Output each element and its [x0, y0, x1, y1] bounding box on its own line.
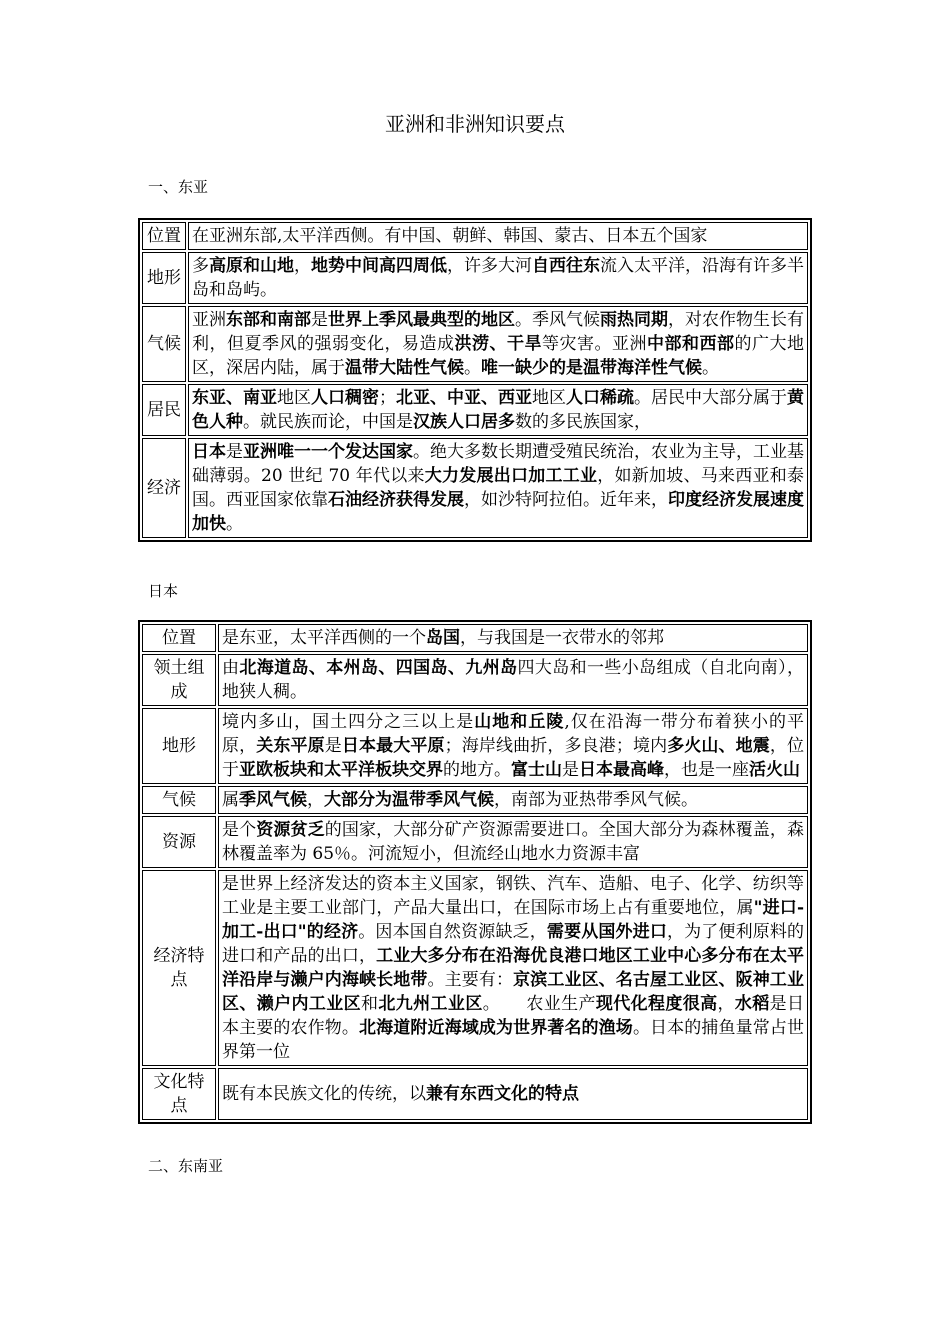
east-asia-row [142, 222, 808, 250]
emphasis-text: 关东平原 [256, 736, 325, 756]
body-text: 。日本的捕鱼量常占世界第一位 [222, 1018, 805, 1062]
emphasis-text: 现代化程度很高 [595, 994, 718, 1014]
row-label: 领土组成 [142, 654, 216, 706]
body-text: 等灾害。亚洲 [542, 334, 647, 354]
emphasis-text: 日本最高峰 [579, 760, 664, 780]
emphasis-text: 多火山、地震 [667, 736, 770, 756]
body-text: 数的多民族国家， [515, 412, 651, 432]
row-content [218, 1068, 808, 1120]
body-text: ，如沙特阿拉伯。近年来， [464, 490, 668, 510]
body-text: ， [294, 256, 311, 276]
body-text: ，南部为亚热带季风气候。 [494, 790, 698, 810]
east-asia-table [138, 218, 812, 542]
emphasis-text: 活火山 [749, 760, 800, 780]
japan-row [142, 870, 808, 1066]
body-text: ，对农作物生长有利，但夏季风的强弱变化，易造成 [192, 310, 804, 354]
body-text: 是日本主要的农作物。 [222, 994, 805, 1038]
body-text: 四大岛和一些小岛组成（自北向南），地狭人稠。 [222, 658, 805, 702]
emphasis-text: 人口稠密 [311, 388, 379, 408]
document-title: 亚洲和非洲知识要点 [385, 112, 565, 136]
row-content [218, 654, 808, 706]
emphasis-text: 高原和山地 [209, 256, 294, 276]
body-text: 的地方。 [443, 760, 511, 780]
emphasis-text: 北海道附近海域成为世界著名的渔场 [358, 1018, 633, 1038]
emphasis-text: 石油经济获得发展 [328, 490, 464, 510]
body-text: 。季风气候 [515, 310, 600, 330]
row-content [218, 786, 808, 814]
japan-row [142, 624, 808, 652]
body-text: 亚洲 [192, 310, 226, 330]
emphasis-text: 水稻 [734, 994, 770, 1014]
row-label: 地形 [142, 708, 216, 784]
body-text: 。因本国自然资源缺乏， [358, 922, 547, 942]
row-content [188, 252, 808, 304]
body-text: ，为了便利原料的进口和产品的出口， [222, 922, 805, 966]
emphasis-text: 北九州工业区 [378, 994, 483, 1014]
body-text: ， [717, 994, 735, 1014]
body-text: 是世界上经济发达的资本主义国家，钢铁、汽车、造船、电子、化学、纺织等工业是主要工业部门，产品大量出口，在国际市场上占有重要地位，属 [222, 874, 804, 918]
row-label: 气候 [142, 786, 216, 814]
body-text: 是 [226, 442, 243, 462]
emphasis-text: 洪涝、干旱 [454, 334, 542, 354]
japan-row [142, 654, 808, 706]
section-heading-east-asia: 一、东亚 [148, 178, 209, 196]
body-text: 。主要有： [427, 970, 514, 990]
body-text: 是 [562, 760, 579, 780]
body-text: 。 [226, 514, 243, 534]
body-text: 地区 [532, 388, 566, 408]
emphasis-text: 中部和西部 [647, 334, 735, 354]
body-text: 由 [222, 658, 240, 678]
body-text: 地区 [277, 388, 311, 408]
emphasis-text: 京滨工业区、名古屋工业区、阪神工业区、濑户内工业区 [222, 970, 805, 1014]
emphasis-text: 人口稀疏 [566, 388, 634, 408]
body-text: ；海岸线曲折，多良港；境内 [444, 736, 668, 756]
section-heading-japan: 日本 [148, 582, 179, 600]
japan-row [142, 708, 808, 784]
body-text: 是 [311, 310, 328, 330]
emphasis-text: 工业大多分布在沿海优良港口地区工业中心多分布在太平洋沿岸与濑户内海峡长地带 [222, 946, 805, 990]
row-content [218, 816, 808, 868]
body-text: 。 [464, 358, 481, 378]
emphasis-text: 需要从国外进口 [546, 922, 667, 942]
emphasis-text: 亚洲唯一一个发达国家 [243, 442, 413, 462]
emphasis-text: 世界上季风最典型的地区 [328, 310, 515, 330]
row-label: 居民 [142, 384, 186, 436]
body-text: 。 [702, 358, 719, 378]
east-asia-row [142, 252, 808, 304]
emphasis-text: 东亚、南亚 [192, 388, 277, 408]
body-text: ，与我国是一衣带水的邻邦 [460, 628, 664, 648]
row-content [218, 708, 808, 784]
body-text: 多 [192, 256, 209, 276]
body-text: 是 [324, 736, 342, 756]
body-text: ； [379, 388, 396, 408]
body-text: 是个 [222, 820, 257, 840]
body-text: ，如新加坡、马来西亚和泰国。西亚国家依靠 [192, 466, 805, 510]
body-text: 。绝大多数长期遭受殖民统治，农业为主导，工业基础薄弱。20 世纪 70 年代以来 [192, 442, 804, 486]
emphasis-text: 资源贫乏 [256, 820, 325, 840]
emphasis-text: 岛国 [426, 628, 460, 648]
row-content [188, 438, 808, 538]
row-label: 位置 [142, 624, 216, 652]
body-text: 在亚洲东部,太平洋西侧。有中国、朝鲜、韩国、蒙古、日本五个国家 [192, 226, 708, 246]
body-text: 属 [222, 790, 239, 810]
emphasis-text: 地势中间高四周低 [311, 256, 447, 276]
emphasis-text: 大部分为温带季风气候 [324, 790, 494, 810]
emphasis-text: 亚欧板块和太平洋板块交界 [239, 760, 443, 780]
row-content [218, 624, 808, 652]
east-asia-row [142, 306, 808, 382]
emphasis-text: 黄色人种 [192, 388, 804, 432]
body-text: 和 [361, 994, 379, 1014]
row-label: 经济特点 [142, 870, 216, 1066]
emphasis-text: 日本最大平原 [341, 736, 445, 756]
emphasis-text: 兼有东西文化的特点 [426, 1084, 579, 1104]
body-text: ，也是一座 [664, 760, 749, 780]
emphasis-text: 唯一缺少的是温带海洋性气候 [481, 358, 702, 378]
emphasis-text: 季风气候 [239, 790, 307, 810]
emphasis-text: 日本 [192, 442, 226, 462]
emphasis-text: 北亚、中亚、西亚 [396, 388, 532, 408]
east-asia-row [142, 438, 808, 538]
row-label: 地形 [142, 252, 186, 304]
row-label: 位置 [142, 222, 186, 250]
body-text: ,仅在沿海一带分布着狭小的平原， [222, 712, 805, 756]
row-label: 文化特点 [142, 1068, 216, 1120]
row-label: 经济 [142, 438, 186, 538]
body-text: 流入太平洋，沿海有许多半岛和岛屿。 [192, 256, 804, 300]
row-content [188, 384, 808, 436]
row-content [188, 222, 808, 250]
east-asia-row [142, 384, 808, 436]
emphasis-text: 东部和南部 [226, 310, 311, 330]
emphasis-text: 汉族人口居多 [413, 412, 515, 432]
body-text: 境内多山，国土四分之三以上是 [222, 712, 475, 732]
emphasis-text: "进口-加工-出口"的经济 [222, 898, 805, 942]
row-label: 资源 [142, 816, 216, 868]
body-text: 是东亚，太平洋西侧的一个 [222, 628, 426, 648]
japan-table [138, 620, 812, 1124]
body-text: 的国家，大部分矿产资源需要进口。全国大部分为森林覆盖，森林覆盖率为 65％。河流短小，但流经山地水力资源丰富 [222, 820, 805, 864]
body-text: 既有本民族文化的传统，以 [222, 1084, 426, 1104]
japan-row [142, 1068, 808, 1120]
emphasis-text: 自西往东 [532, 256, 600, 276]
row-content [188, 306, 808, 382]
body-text: 。 农业生产 [482, 994, 596, 1014]
body-text: ，许多大河 [447, 256, 532, 276]
body-text: 的广大地区，深居内陆，属于 [192, 334, 804, 378]
emphasis-text: 大力发展出口加工工业 [424, 466, 598, 486]
japan-row [142, 786, 808, 814]
body-text: 。就民族而论，中国是 [243, 412, 413, 432]
body-text: ， [307, 790, 324, 810]
emphasis-text: 雨热同期 [600, 310, 668, 330]
row-content [218, 870, 808, 1066]
emphasis-text: 温带大陆性气候 [345, 358, 464, 378]
body-text: 。居民中大部分属于 [634, 388, 787, 408]
emphasis-text: 山地和丘陵 [474, 712, 565, 732]
japan-row [142, 816, 808, 868]
section-heading-southeast-asia: 二、东南亚 [148, 1157, 224, 1175]
emphasis-text: 北海道岛、本州岛、四国岛、九州岛 [239, 658, 518, 678]
emphasis-text: 印度经济发展速度加快 [192, 490, 804, 534]
body-text: ，位于 [222, 736, 805, 780]
row-label: 气候 [142, 306, 186, 382]
emphasis-text: 富士山 [511, 760, 562, 780]
